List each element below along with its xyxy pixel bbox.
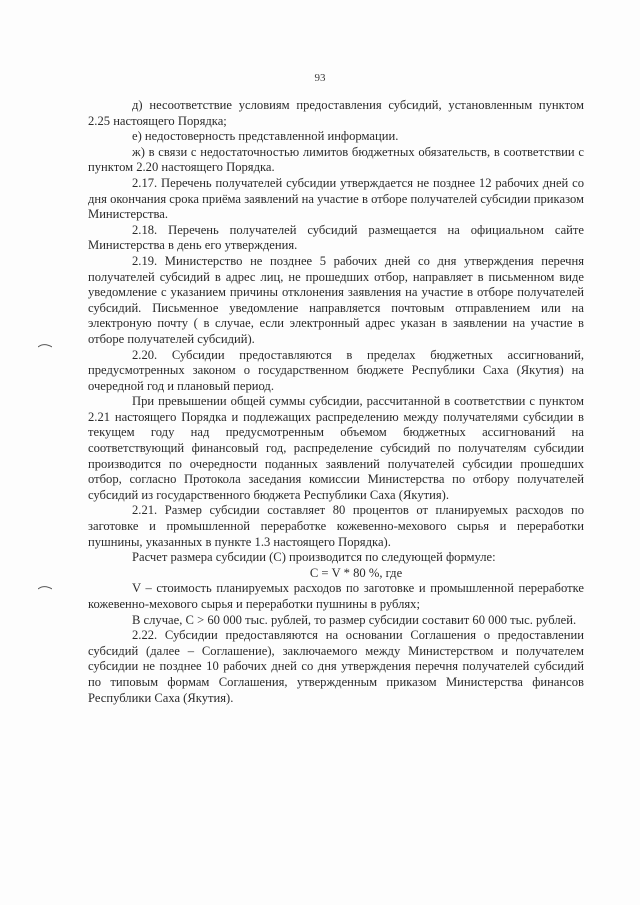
paragraph-excess: При превышении общей суммы субсидии, рассчитанной в соответствии с пунктом 2.21 настоящего Порядка и подлежащих распределению между получателями субсидии в текущем году над предусмотренным объемом бюджетных ассигнований на соответствующий финансовый год, распределение субсидий по получателям субсидии производится по очередности поданных заявлений получателей субсидии прошедших отбор, согласно Протокола заседания комиссии Министерства по отбору получателей субсидий из государственного бюджета Республики Саха (Якутия). — [88, 394, 584, 502]
page-number: 93 — [314, 72, 326, 84]
document-body — [88, 98, 584, 706]
paragraph-limit: В случае, С > 60 000 тыс. рублей, то размер субсидии составит 60 000 тыс. рублей. — [132, 612, 577, 627]
paragraph-2-22: 2.22. Субсидии предоставляются на основании Соглашения о предоставлении субсидий (далее – Соглашение), заключаемого между Министерством и получателем субсидии не позднее 10 рабочих дней со дня утверждения перечня получателей субсидий по типовым формам Соглашения, утвержденным приказом Министерства финансов Республики Саха (Якутия). — [88, 628, 584, 705]
paragraph-d: д) несоответствие условиям предоставления субсидий, установленным пунктом 2.25 настоящего Порядка; — [88, 98, 584, 128]
paragraph-2-19: 2.19. Министерство не позднее 5 рабочих дней со дня утверждения перечня получателей субсидий в адрес лиц, не прошедших отбор, направляет в письменном виде уведомление с указанием причины отклонения заявления на участие в отборе получателей субсидий. Письменное уведомление направляется почтовым отправлением или на электроную почту ( в случае, если электронный адрес указан в заявлении на участие в отборе получателей субсидий). — [88, 253, 584, 346]
paragraph-2-21: 2.21. Размер субсидии составляет 80 процентов от планируемых расходов по заготовке и промышленной переработке кожевенно-мехового сырья и переработки пушнины, указанных в пункте 1.3 настоящего Порядка). — [88, 503, 584, 549]
paragraph-zh: ж) в связи с недостаточностью лимитов бюджетных обязательств, в соответствии с пунктом 2.20 настоящего Порядка. — [88, 144, 584, 175]
paragraph-calculation: Расчет размера субсидии (С) производится по следующей формуле: — [132, 550, 496, 565]
paragraph-e: е) недостоверность представленной информации. — [132, 129, 399, 144]
subsidy-formula: С = V * 80 %, где — [309, 565, 403, 580]
margin-scan-mark — [38, 585, 52, 591]
paragraph-2-20: 2.20. Субсидии предоставляются в пределах бюджетных ассигнований, предусмотренных законом о государственном бюджете Республики Саха (Якутия) на очередной год и плановый период. — [88, 347, 584, 393]
paragraph-2-18: 2.18. Перечень получателей субсидий размещается на официальном сайте Министерства в день его утверждения. — [88, 222, 584, 253]
paragraph-v-definition: V – стоимость планируемых расходов по заготовке и промышленной переработке кожевенно-мехового сырья и переработки пушнины в рублях; — [88, 581, 584, 611]
paragraph-2-17: 2.17. Перечень получателей субсидии утверждается не позднее 12 рабочих дней со дня окончания срока приёма заявлений на участие в отборе получателей субсидии приказом Министерства. — [88, 175, 584, 222]
margin-scan-mark — [38, 343, 52, 349]
